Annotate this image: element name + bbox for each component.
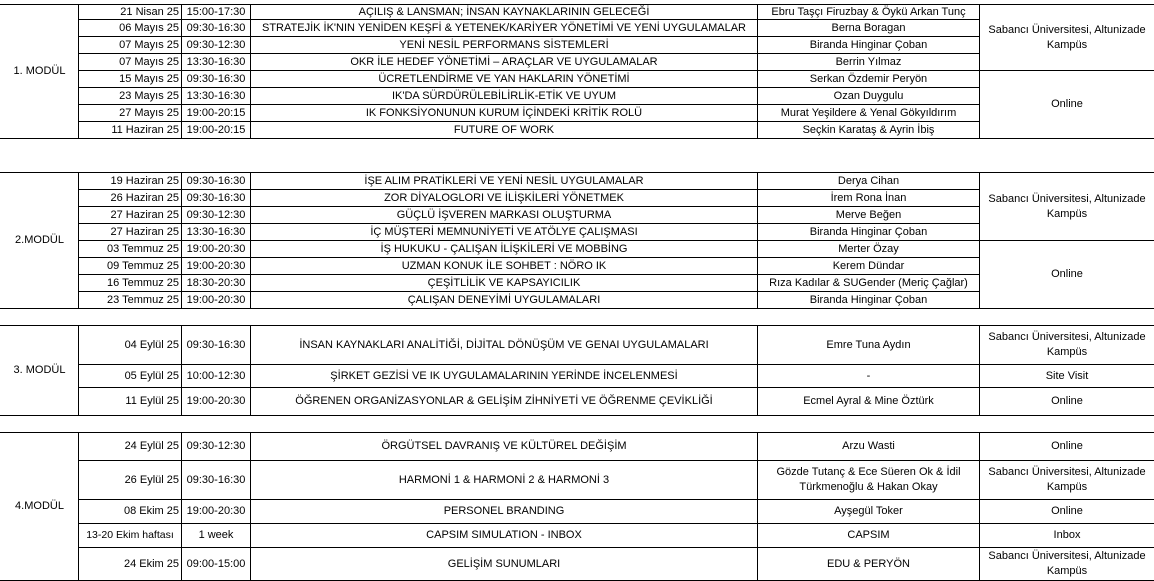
session-date[interactable]: 24 Ekim 25 xyxy=(123,557,179,570)
session-speaker[interactable]: Merter Özay xyxy=(838,242,899,255)
session-time[interactable]: 09:00-15:00 xyxy=(186,557,246,570)
session-topic[interactable]: ÖRGÜTSEL DAVRANIŞ VE KÜLTÜREL DEĞİŞİM xyxy=(381,440,627,452)
grid-line xyxy=(979,523,1154,524)
session-time[interactable]: 09:30-16:30 xyxy=(186,174,246,187)
session-date[interactable]: 13-20 Ekim haftası xyxy=(86,529,174,541)
grid-line xyxy=(979,547,1154,548)
session-time[interactable]: 09:30-12:30 xyxy=(186,38,246,51)
session-date[interactable]: 26 Eylül 25 xyxy=(124,473,179,486)
session-date[interactable]: 27 Haziran 25 xyxy=(110,208,179,221)
session-topic[interactable]: ÖĞRENEN ORGANİZASYONLAR & GELİŞİM ZİHNİYETİ VE ÖĞRENME ÇEVİKLİĞİ xyxy=(295,395,713,407)
grid-line xyxy=(979,499,1154,500)
session-date[interactable]: 06 Mayıs 25 xyxy=(119,21,179,34)
grid-line xyxy=(181,172,182,309)
session-time[interactable]: 09:30-12:30 xyxy=(186,208,246,221)
session-topic[interactable]: GELİŞİM SUNUMLARI xyxy=(447,557,561,570)
grid-line xyxy=(0,308,1154,309)
session-time[interactable]: 19:00-20:30 xyxy=(186,505,246,517)
grid-line xyxy=(181,432,182,581)
grid-line xyxy=(757,325,758,416)
session-location[interactable]: Site Visit xyxy=(1045,369,1089,382)
session-date[interactable]: 27 Haziran 25 xyxy=(110,225,179,238)
grid-line xyxy=(0,415,1154,416)
session-date[interactable]: 03 Temmuz 25 xyxy=(107,242,179,255)
session-time[interactable]: 19:00-20:30 xyxy=(186,259,246,272)
grid-line xyxy=(78,4,79,139)
session-topic[interactable]: STRATEJİK İK'NIN YENİDEN KEŞFİ & YETENEK/KARİYER YÖNETİMİ VE YENİ UYGULAMALAR xyxy=(262,21,746,34)
session-topic[interactable]: ÇALIŞAN DENEYİMİ UYGULAMALARI xyxy=(407,293,601,306)
session-speaker[interactable]: Emre Tuna Aydın xyxy=(826,338,911,351)
session-time[interactable]: 09:30-16:30 xyxy=(186,191,246,204)
session-time[interactable]: 09:30-12:30 xyxy=(186,440,246,452)
session-location[interactable]: Sabancı Üniversitesi, Altunizade Kampüs xyxy=(988,550,1146,577)
session-time[interactable]: 18:30-20:30 xyxy=(186,276,246,289)
session-time[interactable]: 13:30-16:30 xyxy=(186,55,246,68)
session-date[interactable]: 23 Mayıs 25 xyxy=(119,89,179,102)
grid-line xyxy=(979,432,980,581)
session-time[interactable]: 19:00-20:15 xyxy=(186,106,246,119)
session-time[interactable]: 13:30-16:30 xyxy=(186,225,246,238)
session-speaker[interactable]: İrem Rona İnan xyxy=(830,191,907,204)
session-date[interactable]: 07 Mayıs 25 xyxy=(119,55,179,68)
module-label[interactable]: 2.MODÜL xyxy=(15,234,64,246)
grid-line xyxy=(757,432,758,581)
session-date[interactable]: 19 Haziran 25 xyxy=(110,174,179,187)
session-location[interactable]: Online xyxy=(1051,505,1083,517)
session-time[interactable]: 19:00-20:30 xyxy=(186,293,246,306)
session-time[interactable]: 1 week xyxy=(198,529,234,541)
session-speaker[interactable]: Gözde Tutanç & Ece Süeren Ok & İdil Türkmenoğlu & Hakan Okay xyxy=(776,466,961,493)
session-speaker[interactable]: Derya Cihan xyxy=(837,174,900,187)
session-speaker[interactable]: Murat Yeşildere & Yenal Gökyıldırım xyxy=(780,106,957,119)
location-block[interactable]: Sabancı Üniversitesi, Altunizade Kampüs xyxy=(988,23,1146,51)
grid-line xyxy=(757,172,758,309)
session-topic[interactable]: İÇ MÜŞTERİ MEMNUNİYETİ VE ATÖLYE ÇALIŞMASI xyxy=(370,225,638,238)
session-date[interactable]: 11 Haziran 25 xyxy=(111,123,179,136)
session-date[interactable]: 08 Ekim 25 xyxy=(123,505,179,517)
grid-line xyxy=(78,432,79,581)
grid-line xyxy=(979,325,980,416)
location-block[interactable]: Sabancı Üniversitesi, Altunizade Kampüs xyxy=(988,192,1146,220)
session-location[interactable]: Online xyxy=(1051,440,1083,452)
grid-line xyxy=(979,240,1154,241)
session-topic[interactable]: GÜÇLÜ İŞVEREN MARKASI OLUŞTURMA xyxy=(396,208,612,221)
session-topic[interactable]: YENİ NESİL PERFORMANS SİSTEMLERİ xyxy=(399,38,609,51)
session-location[interactable]: Inbox xyxy=(1053,529,1081,541)
session-date[interactable]: 05 Eylül 25 xyxy=(124,369,179,382)
session-topic[interactable]: İŞE ALIM PRATİKLERİ VE YENİ NESİL UYGULAMALAR xyxy=(364,174,644,187)
session-topic[interactable]: FUTURE OF WORK xyxy=(453,123,555,136)
session-time[interactable]: 19:00-20:15 xyxy=(186,123,246,136)
session-topic[interactable]: İŞ HUKUKU - ÇALIŞAN İLİŞKİLERİ VE MOBBİNG xyxy=(380,242,628,255)
session-speaker[interactable]: Rıza Kadılar & SUGender (Meriç Çağlar) xyxy=(769,276,968,289)
session-topic[interactable]: HARMONİ 1 & HARMONİ 2 & HARMONİ 3 xyxy=(398,473,610,486)
session-speaker[interactable]: Kerem Dündar xyxy=(832,259,905,272)
session-speaker[interactable]: Arzu Wasti xyxy=(842,440,895,452)
session-topic[interactable]: ŞİRKET GEZİSİ VE IK UYGULAMALARININ YERİNDE İNCELENMESİ xyxy=(330,369,678,382)
session-topic[interactable]: PERSONEL BRANDING xyxy=(443,505,565,517)
session-location[interactable]: Sabancı Üniversitesi, Altunizade Kampüs xyxy=(988,466,1146,493)
session-time[interactable]: 13:30-16:30 xyxy=(186,89,246,102)
session-speaker[interactable]: Berrin Yılmaz xyxy=(835,55,902,68)
session-speaker[interactable]: Serkan Özdemir Peryön xyxy=(809,72,928,85)
session-topic[interactable]: CAPSIM SIMULATION - INBOX xyxy=(426,529,582,541)
session-topic[interactable]: ÜCRETLENDİRME VE YAN HAKLARIN YÖNETİMİ xyxy=(378,72,630,85)
session-date[interactable]: 07 Mayıs 25 xyxy=(119,38,179,51)
grid-line xyxy=(979,172,980,309)
session-topic[interactable]: OKR İLE HEDEF YÖNETİMİ – ARAÇLAR VE UYGULAMALAR xyxy=(350,55,658,68)
session-location[interactable]: Online xyxy=(1051,395,1083,407)
grid-line xyxy=(78,172,79,309)
session-speaker[interactable]: CAPSIM xyxy=(847,529,890,541)
module-label[interactable]: 3. MODÜL xyxy=(13,364,66,376)
session-time[interactable]: 15:00-17:30 xyxy=(186,5,246,18)
grid-line xyxy=(78,325,79,416)
session-topic[interactable]: UZMAN KONUK İLE SOHBET : NÖRO IK xyxy=(401,259,607,272)
session-date[interactable]: 04 Eylül 25 xyxy=(124,338,179,351)
grid-line xyxy=(250,325,251,416)
session-time[interactable]: 19:00-20:30 xyxy=(186,242,246,255)
grid-line xyxy=(181,4,182,139)
session-time[interactable]: 09:30-16:30 xyxy=(186,21,246,34)
session-topic[interactable]: İNSAN KAYNAKLARI ANALİTİĞİ, DİJİTAL DÖNÜŞÜM VE GENAI UYGULAMALARI xyxy=(299,338,709,351)
location-block[interactable]: Online xyxy=(1051,268,1083,280)
session-speaker[interactable]: Ozan Duygulu xyxy=(833,89,904,102)
session-date[interactable]: 11 Eylül 25 xyxy=(125,395,179,407)
session-topic[interactable]: IK'DA SÜRDÜRÜLEBİLİRLİK-ETİK VE UYUM xyxy=(392,89,616,102)
grid-line xyxy=(979,460,1154,461)
session-speaker[interactable]: Ecmel Ayral & Mine Öztürk xyxy=(803,395,934,407)
session-topic[interactable]: ÇEŞİTLİLİK VE KAPSAYICILIK xyxy=(427,276,581,289)
grid-line xyxy=(979,387,1154,388)
location-block[interactable]: Online xyxy=(1051,98,1083,110)
grid-line xyxy=(250,432,251,581)
session-time[interactable]: 09:30-16:30 xyxy=(186,338,246,351)
session-date[interactable]: 24 Eylül 25 xyxy=(124,440,179,452)
session-date[interactable]: 21 Nisan 25 xyxy=(120,5,179,18)
grid-line xyxy=(181,325,182,416)
grid-line xyxy=(250,4,251,139)
session-speaker[interactable]: Ayşegül Toker xyxy=(834,505,903,517)
session-time[interactable]: 09:30-16:30 xyxy=(186,473,246,486)
session-time[interactable]: 09:30-16:30 xyxy=(186,72,246,85)
session-date[interactable]: 16 Temmuz 25 xyxy=(107,276,179,289)
session-date[interactable]: 15 Mayıs 25 xyxy=(119,72,179,85)
session-topic[interactable]: IK FONKSİYONUNUN KURUM İÇİNDEKİ KRİTİK ROLÜ xyxy=(365,106,643,119)
grid-line xyxy=(979,4,980,139)
session-time[interactable]: 10:00-12:30 xyxy=(186,369,246,382)
session-date[interactable]: 23 Temmuz 25 xyxy=(107,293,179,306)
session-speaker[interactable]: Berna Boragan xyxy=(831,21,906,34)
session-time[interactable]: 19:00-20:30 xyxy=(186,395,246,407)
session-topic[interactable]: AÇILIŞ & LANSMAN; İNSAN KAYNAKLARININ GELECEĞİ xyxy=(358,5,650,18)
session-date[interactable]: 26 Haziran 25 xyxy=(110,191,179,204)
session-speaker[interactable]: Biranda Hinginar Çoban xyxy=(809,293,928,306)
session-speaker[interactable]: Biranda Hinginar Çoban xyxy=(809,225,928,238)
session-date[interactable]: 09 Temmuz 25 xyxy=(107,259,179,272)
grid-line xyxy=(0,138,1154,139)
session-speaker[interactable]: - xyxy=(866,369,871,382)
session-speaker[interactable]: EDU & PERYÖN xyxy=(827,557,910,570)
module-label[interactable]: 4.MODÜL xyxy=(15,500,64,512)
module-label[interactable]: 1. MODÜL xyxy=(13,65,66,77)
session-topic[interactable]: ZOR DİYALOGLORI VE İLİŞKİLERİ YÖNETMEK xyxy=(384,191,624,204)
session-date[interactable]: 27 Mayıs 25 xyxy=(119,106,179,119)
session-speaker[interactable]: Ebru Taşçı Firuzbay & Öykü Arkan Tunç xyxy=(771,5,966,18)
session-location[interactable]: Sabancı Üniversitesi, Altunizade Kampüs xyxy=(988,331,1146,358)
grid-line xyxy=(757,4,758,139)
grid-line xyxy=(979,364,1154,365)
session-speaker[interactable]: Biranda Hinginar Çoban xyxy=(809,38,928,51)
grid-line xyxy=(979,70,1154,71)
grid-line xyxy=(250,172,251,309)
session-speaker[interactable]: Merve Beğen xyxy=(835,208,902,221)
session-speaker[interactable]: Seçkin Karataş & Ayrin İbiş xyxy=(802,123,935,136)
